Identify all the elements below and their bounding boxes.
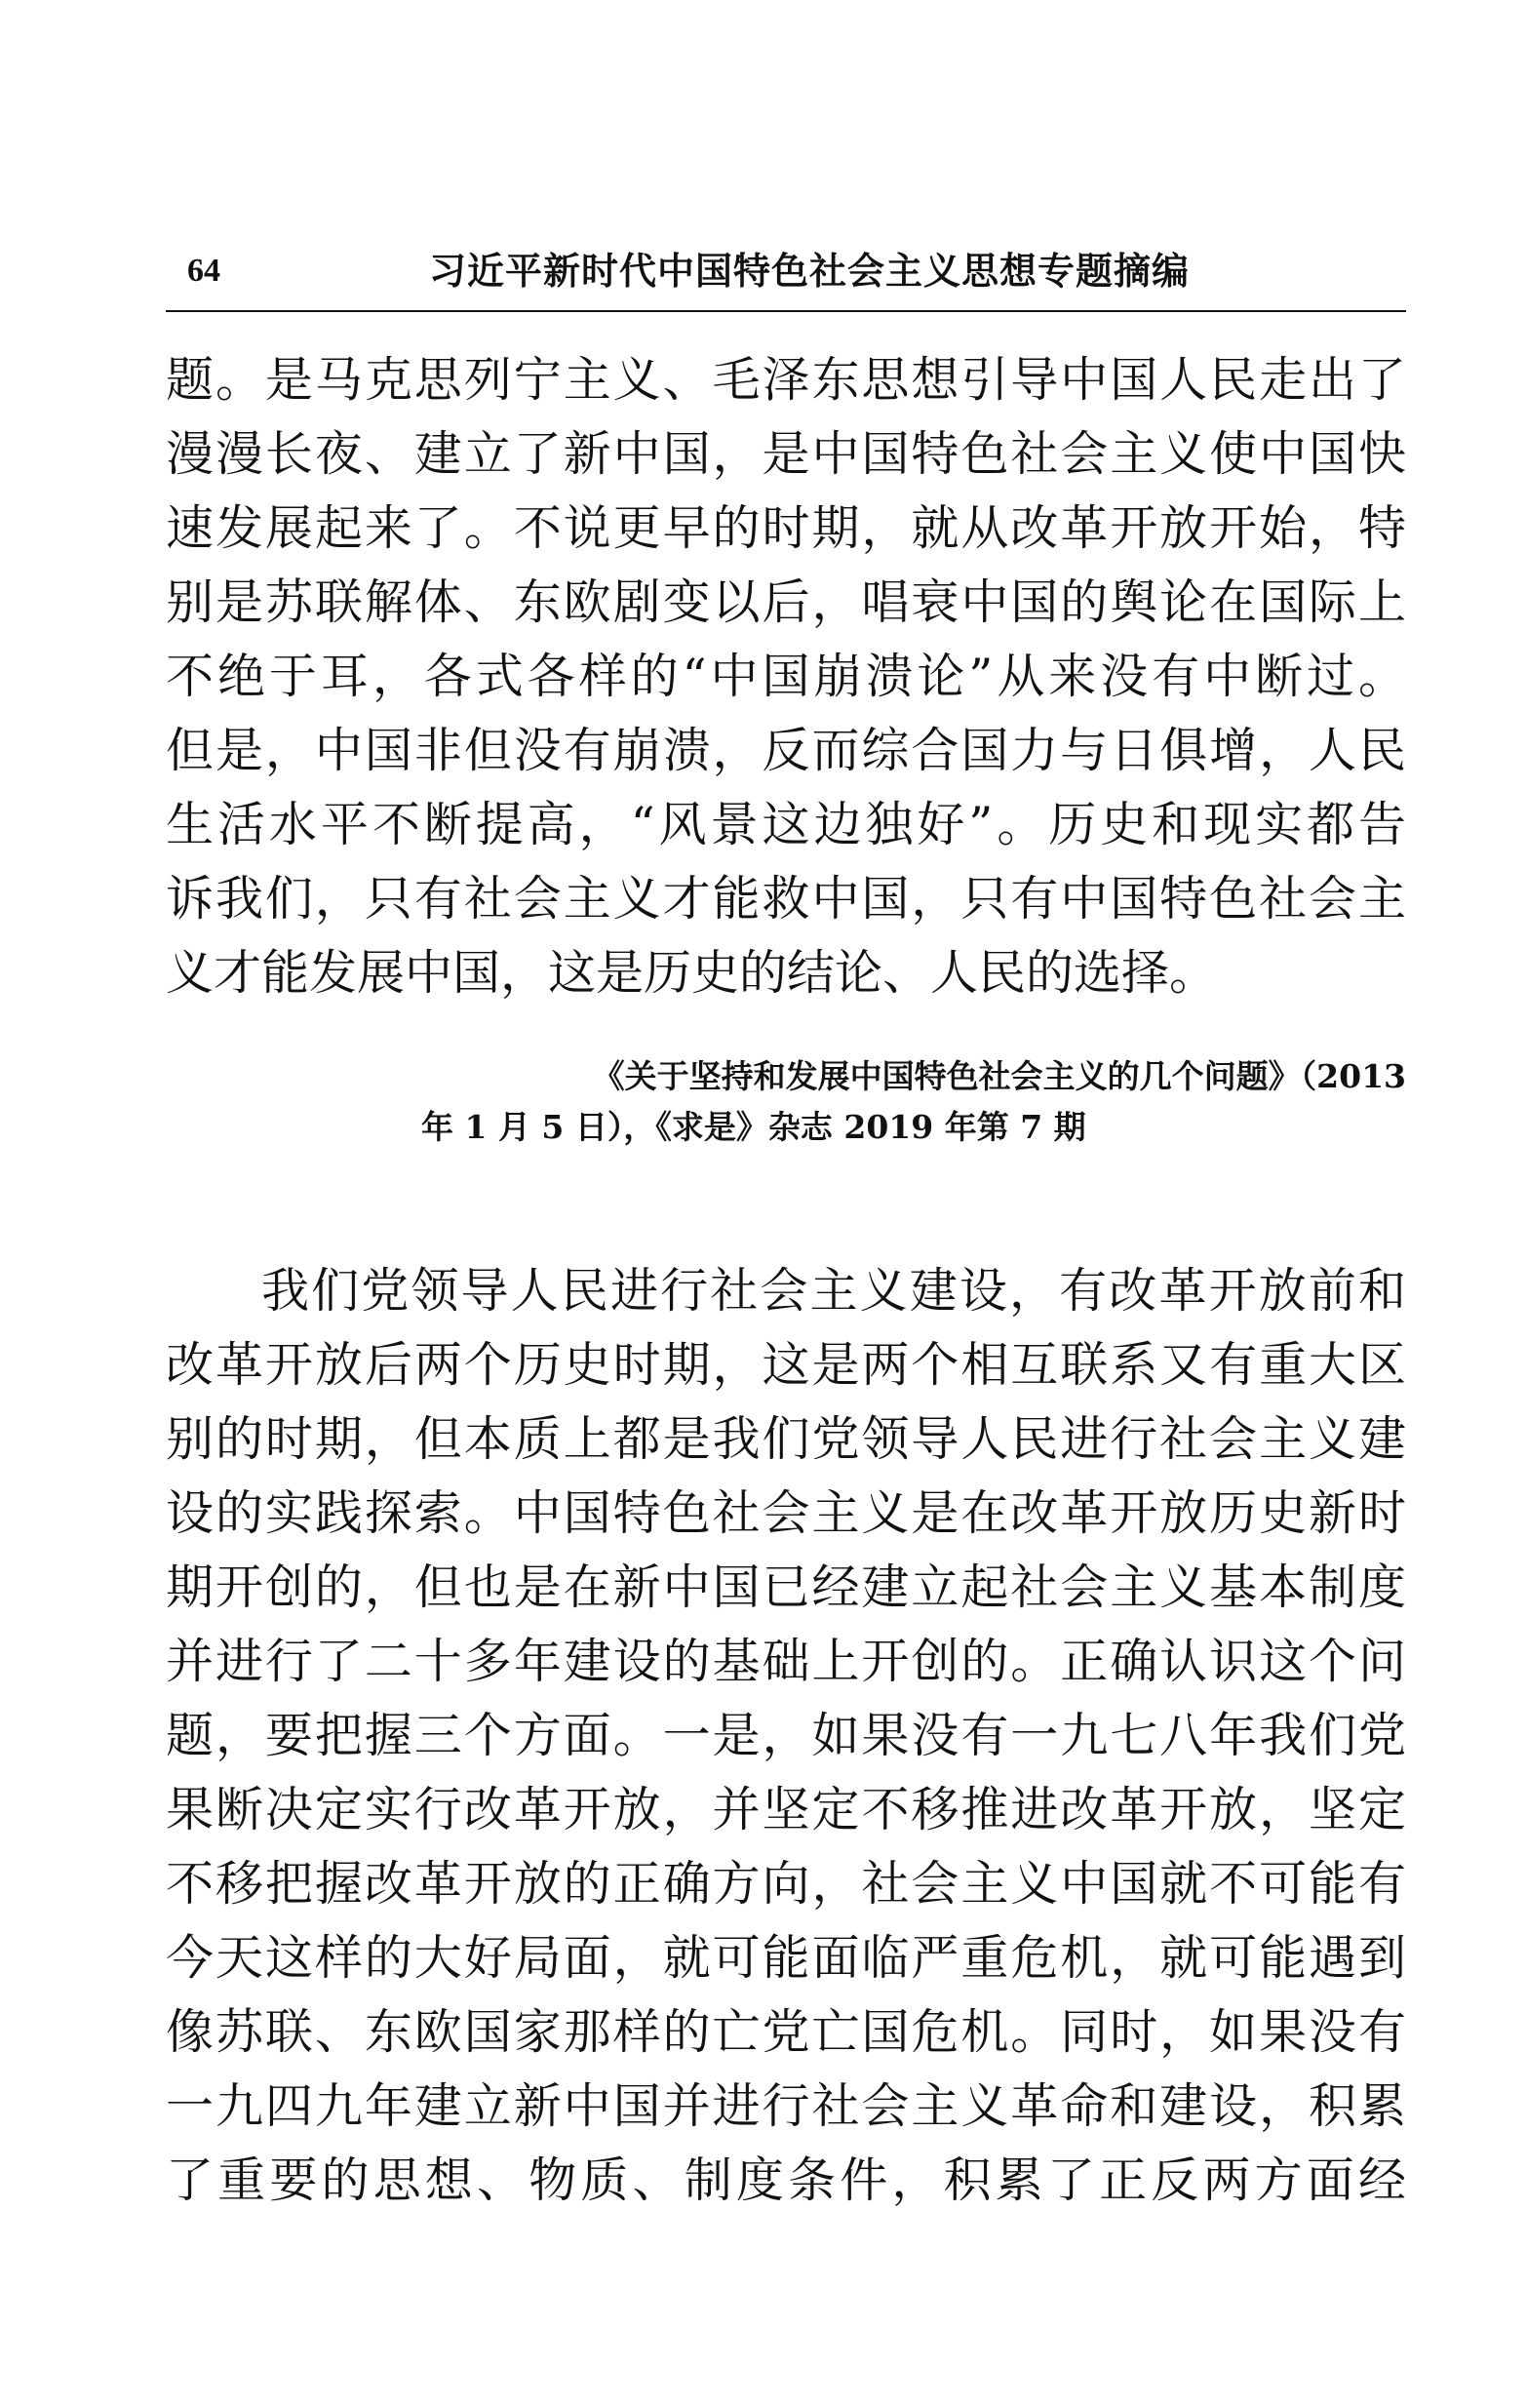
text-line: 期开创的，但也是在新中国已经建立起社会主义基本制度	[166, 1559, 1406, 1615]
text-line: 速发展起来了。不说更早的时期，就从改革开放开始，特	[166, 500, 1406, 556]
text-line: 一九四九年建立新中国并进行社会主义革命和建设，积累	[166, 2078, 1406, 2134]
text-line: 不绝于耳，各式各样的“中国崩溃论”从来没有中断过。	[166, 649, 1406, 704]
citation-line-1: 《关于坚持和发展中国特色社会主义的几个问题》（2013	[592, 1057, 1406, 1095]
text-line: 改革开放后两个历史时期，这是两个相互联系又有重大区	[166, 1337, 1406, 1393]
text-line: 今天这样的大好局面，就可能面临严重危机，就可能遇到	[166, 1930, 1406, 1986]
text-line: 诉我们，只有社会主义才能救中国，只有中国特色社会主	[166, 871, 1406, 927]
text-line: 我们党领导人民进行社会主义建设，有改革开放前和	[261, 1263, 1406, 1319]
text-line: 题。是马克思列宁主义、毛泽东思想引导中国人民走出了	[166, 352, 1406, 408]
text-line: 设的实践探索。中国特色社会主义是在改革开放历史新时	[166, 1485, 1406, 1541]
text-line: 题，要把握三个方面。一是，如果没有一九七八年我们党	[166, 1708, 1406, 1763]
header-rule	[166, 310, 1406, 312]
text-line: 像苏联、东欧国家那样的亡党亡国危机。同时，如果没有	[166, 2004, 1406, 2060]
paragraph-1	[166, 343, 1406, 1010]
citation-line-2: 年 1 月 5 日），《求是》杂志 2019 年第 7 期	[421, 1108, 1086, 1146]
paragraph-2	[166, 1254, 1406, 2218]
text-line: 并进行了二十多年建设的基础上开创的。正确认识这个问	[166, 1634, 1406, 1689]
page-number: 64	[187, 253, 220, 289]
text-line: 漫漫长夜、建立了新中国，是中国特色社会主义使中国快	[166, 426, 1406, 482]
text-line: 但是，中国非但没有崩溃，反而综合国力与日俱增，人民	[166, 723, 1406, 778]
text-line: 不移把握改革开放的正确方向，社会主义中国就不可能有	[166, 1856, 1406, 1912]
running-title: 习近平新时代中国特色社会主义思想专题摘编	[429, 249, 1191, 293]
text-line: 生活水平不断提高，“风景这边独好”。历史和现实都告	[166, 797, 1406, 852]
text-line: 别是苏联解体、东欧剧变以后，唱衰中国的舆论在国际上	[166, 574, 1406, 630]
source-citation	[166, 1051, 1406, 1153]
text-line: 义才能发展中国，这是历史的结论、人民的选择。	[166, 945, 1218, 1001]
page-header	[166, 239, 1404, 307]
text-line: 果断决定实行改革开放，并坚定不移推进改革开放，坚定	[166, 1782, 1406, 1837]
text-line: 了重要的思想、物质、制度条件，积累了正反两方面经	[166, 2152, 1406, 2208]
text-line: 别的时期，但本质上都是我们党领导人民进行社会主义建	[166, 1411, 1406, 1467]
